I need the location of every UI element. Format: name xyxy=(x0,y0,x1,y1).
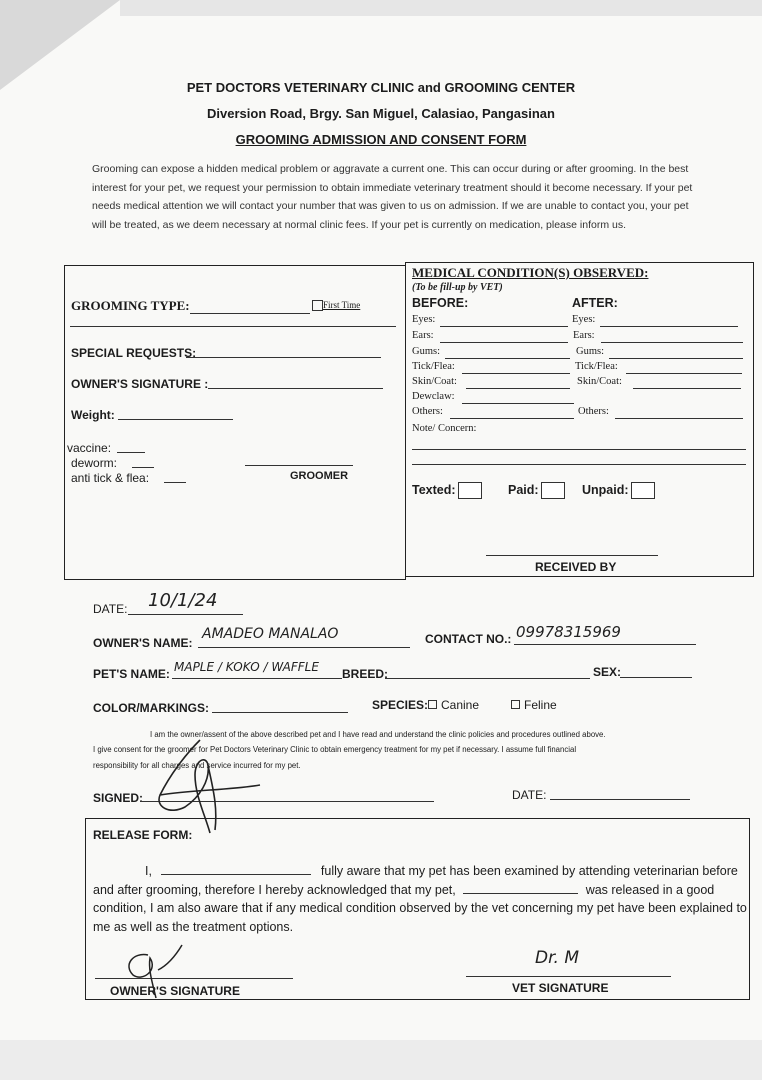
before-others-field[interactable] xyxy=(450,418,574,419)
before-tick-label: Tick/Flea: xyxy=(412,361,455,372)
vet-initials: Dr. M xyxy=(535,948,579,968)
after-tick-label: Tick/Flea: xyxy=(575,361,618,372)
after-skin-label: Skin/Coat: xyxy=(577,376,622,387)
feline-checkbox[interactable] xyxy=(511,700,520,709)
before-tick-field[interactable] xyxy=(462,373,570,374)
color-label: COLOR/MARKINGS: xyxy=(93,701,209,715)
groomer-label: GROOMER xyxy=(290,470,349,482)
texted-label: Texted: xyxy=(412,482,456,497)
grooming-type-label: GROOMING TYPE: xyxy=(71,298,190,313)
after-eyes-field[interactable] xyxy=(600,326,738,327)
before-dewclaw-label: Dewclaw: xyxy=(412,391,455,402)
pet-name-value: MAPLE / KOKO / WAFFLE xyxy=(174,660,319,674)
release-text-b: fully aware that my pet has been examined by attending veterinarian before and after grooming, therefore I hereby acknowledged that my pet, xyxy=(93,864,738,897)
received-by-line[interactable] xyxy=(486,555,658,556)
anti-tick-field[interactable] xyxy=(164,482,186,483)
owner-signature-field[interactable] xyxy=(208,388,383,389)
owner-name-label: OWNER'S NAME: xyxy=(93,636,193,650)
release-paragraph xyxy=(93,862,748,936)
groomer-signature-line[interactable] xyxy=(245,465,353,466)
note-line-1[interactable] xyxy=(412,449,746,450)
release-owner-signature-label: OWNER'S SIGNATURE xyxy=(110,984,240,998)
medical-heading: MEDICAL CONDITION(S) OBSERVED: xyxy=(412,265,649,280)
scan-edge-top xyxy=(120,0,762,16)
weight-label: Weight: xyxy=(71,408,115,422)
date-field[interactable] xyxy=(128,614,243,615)
release-owner-signature-scribble xyxy=(118,940,188,1000)
consent-line-1: I am the owner/assent of the above described pet and I have read and understand the clinic policies and procedures outlined above. xyxy=(150,730,606,739)
unpaid-checkbox[interactable] xyxy=(631,482,655,499)
vet-signature-label: VET SIGNATURE xyxy=(512,981,609,995)
breed-field[interactable] xyxy=(385,678,590,679)
after-gums-field[interactable] xyxy=(609,358,743,359)
before-eyes-label: Eyes: xyxy=(412,314,436,325)
first-time-label: First Time xyxy=(323,300,361,310)
after-ears-field[interactable] xyxy=(601,342,743,343)
date-value: 10/1/24 xyxy=(148,590,218,611)
release-owner-name-field[interactable] xyxy=(161,862,311,875)
before-gums-label: Gums: xyxy=(412,346,441,357)
release-text-a: I, xyxy=(145,864,152,878)
color-field[interactable] xyxy=(212,712,348,713)
after-heading: AFTER: xyxy=(572,296,618,310)
clinic-name: PET DOCTORS VETERINARY CLINIC and GROOMING CENTER xyxy=(186,80,576,95)
after-ears-label: Ears: xyxy=(573,330,595,341)
medical-subheading: (To be fill-up by VET) xyxy=(412,282,503,293)
pet-name-label: PET'S NAME: xyxy=(93,667,170,681)
form-title: GROOMING ADMISSION AND CONSENT FORM xyxy=(235,132,527,147)
signed-label: SIGNED: xyxy=(93,791,144,805)
sex-label: SEX: xyxy=(593,665,622,679)
release-title: RELEASE FORM: xyxy=(93,828,193,842)
breed-label: BREED: xyxy=(342,667,389,681)
paid-option[interactable] xyxy=(508,482,565,499)
texted-option[interactable] xyxy=(412,482,482,499)
intro-paragraph: Grooming can expose a hidden medical problem or aggravate a current one. This can occur during or after grooming. In the best interest for your pet, we request your permission to obtain immediate veterinary treatment should it become necessary. If your pet needs medical attention we will contact your number that was given to us on admission. If we are unable to contact you, your pet will be treated, as we deem necessary at normal clinic fees. If your pet is currently on medication, please inform us. xyxy=(92,163,693,231)
after-others-field[interactable] xyxy=(615,418,743,419)
pet-name-field[interactable] xyxy=(172,678,342,679)
consent-line-2: I give consent for the groomer for Pet Doctors Veterinary Clinic to obtain emergency treatment for my pet if necessary. I assume full financial xyxy=(93,745,577,754)
before-others-label: Others: xyxy=(412,406,443,417)
deworm-field[interactable] xyxy=(132,467,154,468)
feline-option[interactable] xyxy=(511,698,557,712)
vet-signature-line[interactable] xyxy=(466,976,671,977)
special-requests-field[interactable] xyxy=(186,357,381,358)
note-concern-label: Note/ Concern: xyxy=(412,423,477,434)
after-gums-label: Gums: xyxy=(576,346,605,357)
canine-label: Canine xyxy=(441,698,480,712)
grooming-type-field[interactable] xyxy=(190,313,310,314)
contact-value: 09978315969 xyxy=(516,623,621,641)
before-ears-field[interactable] xyxy=(440,342,568,343)
unpaid-option[interactable] xyxy=(582,482,655,499)
release-pet-name-field[interactable] xyxy=(463,881,578,894)
before-gums-field[interactable] xyxy=(445,358,570,359)
after-tick-field[interactable] xyxy=(626,373,742,374)
before-heading: BEFORE: xyxy=(412,296,469,310)
deworm-label: deworm: xyxy=(71,456,118,470)
owner-name-value: AMADEO MANALAO xyxy=(202,626,339,642)
before-dewclaw-field[interactable] xyxy=(462,403,574,404)
species-label: SPECIES: xyxy=(372,698,429,712)
anti-tick-label: anti tick & flea: xyxy=(71,471,150,485)
after-others-label: Others: xyxy=(578,406,609,417)
grooming-type-line-2[interactable] xyxy=(70,326,396,327)
before-eyes-field[interactable] xyxy=(440,326,568,327)
release-text-c: was released in a good condition, I am also aware that if any medical condition observed by the vet concerning my pet have been explained to me as well as the treatment options. xyxy=(93,882,747,934)
date-label: DATE: xyxy=(93,602,128,616)
first-time-checkbox[interactable] xyxy=(312,300,323,311)
received-by-label: RECEIVED BY xyxy=(535,560,617,574)
scan-edge-bottom xyxy=(0,1040,762,1080)
vaccine-field[interactable] xyxy=(117,452,145,453)
date2-label: DATE: xyxy=(512,788,547,802)
feline-label: Feline xyxy=(524,698,557,712)
after-skin-field[interactable] xyxy=(633,388,741,389)
folded-corner xyxy=(0,0,120,90)
weight-field[interactable] xyxy=(118,419,233,420)
before-ears-label: Ears: xyxy=(412,330,434,341)
paid-checkbox[interactable] xyxy=(541,482,565,499)
vaccine-label: vaccine: xyxy=(67,441,112,455)
consent-line-3: responsibility for all charges and service incurred for my pet. xyxy=(93,761,301,770)
sex-field[interactable] xyxy=(620,677,692,678)
unpaid-label: Unpaid: xyxy=(582,482,629,497)
canine-option[interactable] xyxy=(428,698,479,712)
canine-checkbox[interactable] xyxy=(428,700,437,709)
before-skin-field[interactable] xyxy=(466,388,570,389)
texted-checkbox[interactable] xyxy=(458,482,482,499)
owner-name-field[interactable] xyxy=(198,647,410,648)
date2-field[interactable] xyxy=(550,799,690,800)
before-skin-label: Skin/Coat: xyxy=(412,376,457,387)
paid-label: Paid: xyxy=(508,482,539,497)
contact-field[interactable] xyxy=(514,644,696,645)
after-eyes-label: Eyes: xyxy=(572,314,596,325)
owner-signature-label: OWNER'S SIGNATURE : xyxy=(71,377,209,391)
clinic-address: Diversion Road, Brgy. San Miguel, Calasiao, Pangasinan xyxy=(207,106,555,121)
first-time-option[interactable] xyxy=(312,300,360,311)
contact-label: CONTACT NO.: xyxy=(425,632,512,646)
special-requests-label: SPECIAL REQUESTS: xyxy=(71,346,197,360)
note-line-2[interactable] xyxy=(412,464,746,465)
